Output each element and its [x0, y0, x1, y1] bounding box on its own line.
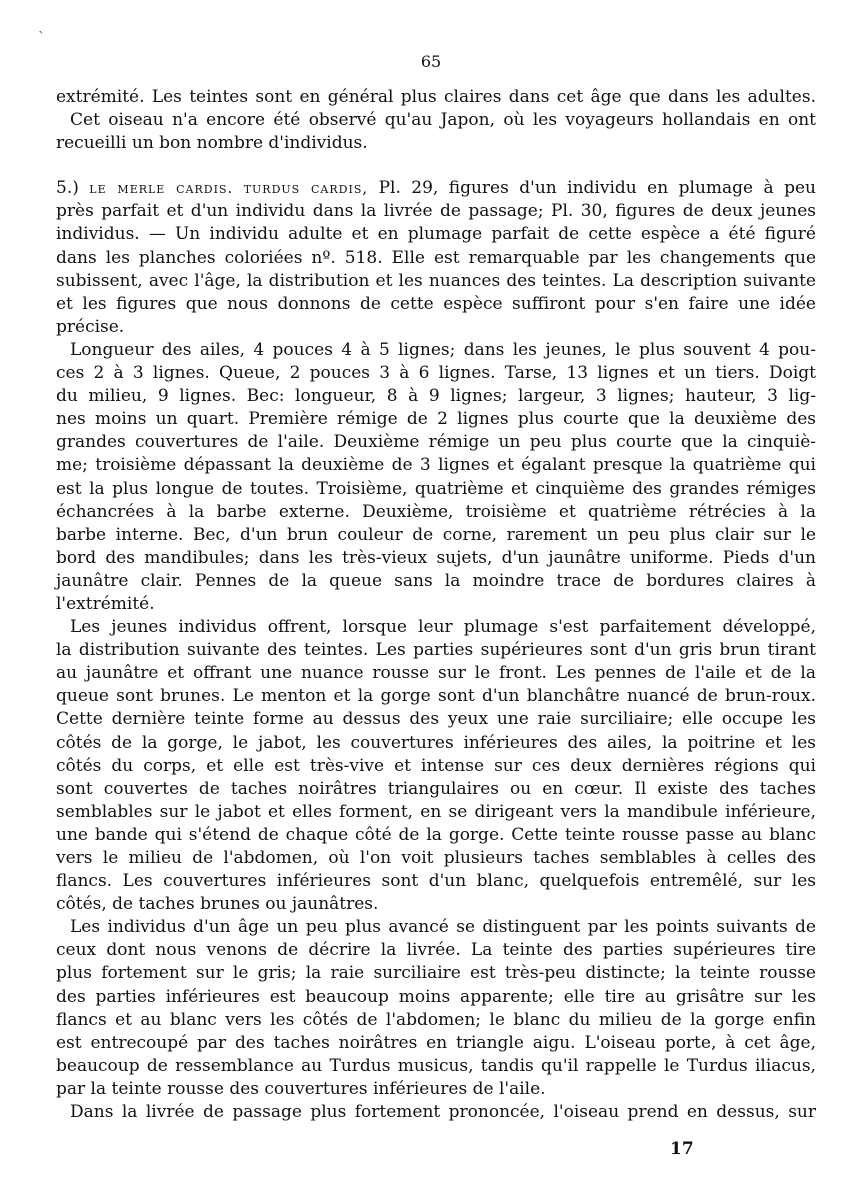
paragraph-measurements: [56, 339, 816, 616]
text-line: ces 2 à 3 lignes. Queue, 2 pouces 3 à 6 lignes. Tarse, 13 lignes et un tiers. Doigt: [56, 363, 816, 384]
text-line: Les jeunes individus offrent, lorsque leur plumage s'est parfaitement développé,: [70, 617, 816, 638]
text-line: l'extrémité.: [56, 593, 155, 614]
text-line: près parfait et d'un individu dans la livrée de passage; Pl. 30, figures de deux jeunes: [56, 201, 816, 222]
text-line: la distribution suivante des teintes. Les parties supérieures sont d'un gris brun tirant: [56, 640, 816, 661]
text-line: vers le milieu de l'abdomen, où l'on voit plusieurs taches semblables à celles des: [56, 848, 816, 868]
text-line: côtés du corps, et elle est très-vive et intense sur ces deux dernières régions qui: [56, 755, 816, 776]
text-line: plus fortement sur le gris; la raie surciliaire est très-peu distincte; la teinte rousse: [56, 963, 816, 984]
text-line: est entrecoupé par des taches noirâtres en triangle aigu. L'oiseau porte, à cet âge,: [56, 1032, 816, 1053]
text-line: Dans la livrée de passage plus fortement prononcée, l'oiseau prend en dessus, sur: [70, 1102, 816, 1123]
species-name-french: le merle cardis.: [89, 179, 234, 198]
text-line: sont couvertes de taches noirâtres triangulaires ou en cœur. Il existe des taches: [56, 778, 816, 799]
text-line: ceux dont nous venons de décrire la livrée. La teinte des parties supérieures tire: [56, 940, 816, 961]
text-line: me; troisième dépassant la deuxième de 3 lignes et égalant presque la quatrième qui: [56, 455, 816, 476]
text-line: extrémité. Les teintes sont en général plus claires dans cet âge que dans les adultes.: [56, 87, 816, 107]
text-line: dans les planches coloriées nº. 518. Elle est remarquable par les changements que: [56, 247, 816, 268]
scan-speck: `: [38, 30, 45, 46]
text-line: beaucoup de ressemblance au Turdus musicus, tandis qu'il rappelle le Turdus iliacus,: [56, 1055, 816, 1076]
text-line: semblables sur le jabot et elles forment, en se dirigeant vers la mandibule inférieure,: [56, 801, 816, 822]
text-line: Cet oiseau n'a encore été observé qu'au Japon, où les voyageurs hollandais en ont: [70, 110, 816, 131]
text-line: du milieu, 9 lignes. Bec: longueur, 8 à 9 lignes; largeur, 3 lignes; hauteur, 3 lig-: [56, 386, 816, 407]
text-line: flancs et au blanc vers les côtés de l'abdomen; le blanc du milieu de la gorge enfin: [56, 1009, 816, 1030]
paragraph-older-birds: [56, 916, 816, 1101]
page-body: [56, 86, 816, 1124]
text-line: recueilli un bon nombre d'individus.: [56, 133, 368, 154]
text-line: côtés de la gorge, le jabot, les couvertures inférieures des ailes, la poitrine et les: [56, 732, 816, 753]
paragraph-species-5: [56, 177, 816, 339]
text-line: Longueur des ailes, 4 pouces 4 à 5 lignes; dans les jeunes, le plus souvent 4 pou-: [70, 339, 816, 360]
species-heading-rest: Pl. 29, figures d'un individu en plumage à peu: [378, 178, 816, 199]
text-line: flancs. Les couvertures inférieures sont d'un blanc, quelquefois entremêlé, sur les: [56, 871, 816, 892]
text-line: individus. — Un individu adulte et en plumage parfait de cette espèce a été figuré: [56, 224, 816, 245]
text-line: au jaunâtre et offrant une nuance rousse sur le front. Les pennes de l'aile et de la: [56, 663, 816, 684]
paragraph-young-birds: [56, 616, 816, 916]
text-line: précise.: [56, 316, 125, 337]
species-name-latin: turdus cardis,: [243, 179, 369, 198]
text-line: côtés, de taches brunes ou jaunâtres.: [56, 894, 379, 915]
text-line: est la plus longue de toutes. Troisième, quatrième et cinquième des grandes rémiges: [56, 478, 816, 499]
text-line: échancrées à la barbe externe. Deuxième, troisième et quatrième rétrécies à la: [56, 501, 816, 522]
text-line: queue sont brunes. Le menton et la gorge sont d'un blanchâtre nuancé de brun-roux.: [56, 686, 816, 707]
text-line: et les figures que nous donnons de cette espèce suffiront pour s'en faire une idée: [56, 293, 816, 314]
species-heading-line: [56, 177, 816, 200]
species-number: 5.): [56, 178, 79, 199]
text-line: des parties inférieures est beaucoup moins apparente; elle tire au grisâtre sur les: [56, 986, 816, 1007]
text-line: Cette dernière teinte forme au dessus des yeux une raie surciliaire; elle occupe les: [56, 709, 816, 730]
paragraph-passage-livery: [56, 1101, 816, 1124]
text-line: une bande qui s'étend de chaque côté de la gorge. Cette teinte rousse passe au blanc: [56, 824, 816, 845]
text-line: grandes couvertures de l'aile. Deuxième rémige un peu plus courte que la cinquiè-: [56, 432, 816, 453]
text-line: par la teinte rousse des couvertures inférieures de l'aile.: [56, 1078, 546, 1099]
text-line: bord des mandibules; dans les très-vieux sujets, d'un jaunâtre uniforme. Pieds d'un: [56, 547, 816, 568]
text-line: Les individus d'un âge un peu plus avancé se distinguent par les points suivants de: [70, 917, 816, 938]
text-line: subissent, avec l'âge, la distribution et les nuances des teintes. La description suivante: [56, 270, 816, 291]
text-line: nes moins un quart. Première rémige de 2 lignes plus courte que la deuxième des: [56, 409, 816, 430]
text-line: barbe interne. Bec, d'un brun couleur de corne, rarement un peu plus clair sur le: [56, 524, 816, 545]
page-number: 65: [420, 52, 442, 71]
text-line: jaunâtre clair. Pennes de la queue sans la moindre trace de bordures claires à: [56, 570, 816, 591]
paragraph-1: [56, 86, 816, 155]
signature-mark: 17: [670, 1139, 694, 1159]
